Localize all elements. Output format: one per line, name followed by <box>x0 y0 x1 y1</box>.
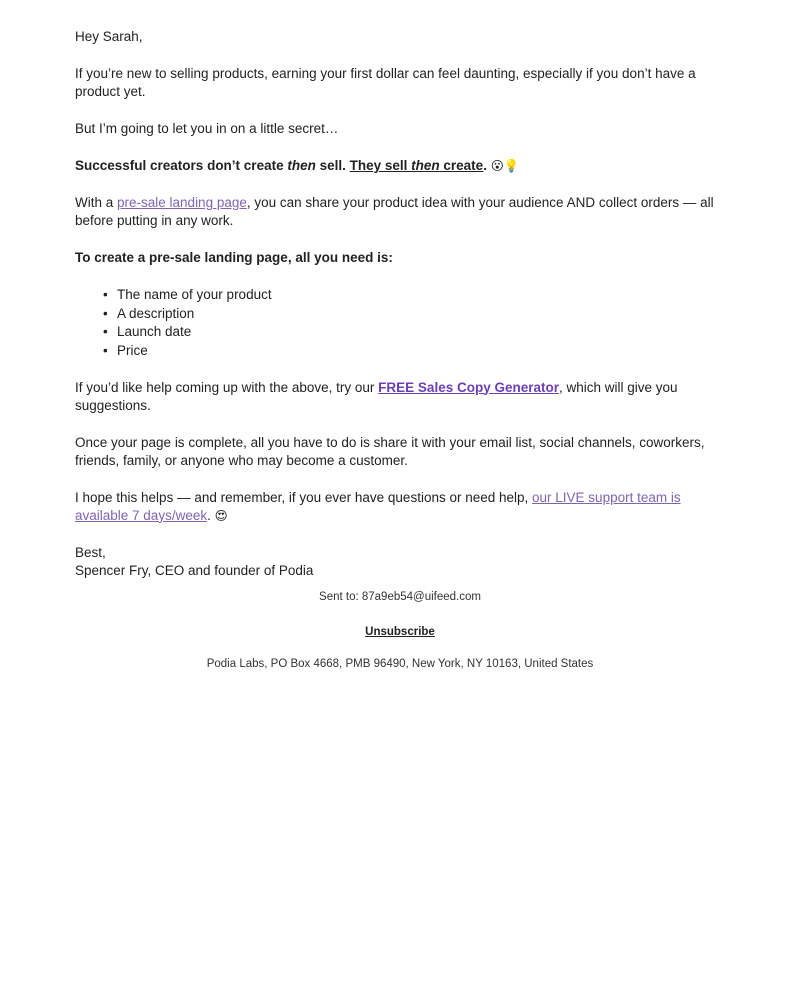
share-paragraph: Once your page is complete, all you have to do is share it with your email list, social channels, coworkers, friends, family, or anyone who may become a customer. <box>75 434 705 468</box>
list-item: • Price <box>117 342 725 360</box>
unsubscribe-link[interactable]: Unsubscribe <box>365 626 435 638</box>
heart-eyes-emoji-icon: 😍 <box>214 507 228 523</box>
support-paragraph <box>75 489 725 525</box>
hook-period: . <box>483 158 487 173</box>
hook-part1: Successful creators don’t create <box>75 158 288 173</box>
hook-underlined-tail: create <box>439 158 484 173</box>
presale-tail: , you can share your product idea with your audience AND collect orders — all before putting in any work. <box>75 195 714 228</box>
hook-italic-then-1: then <box>287 158 316 173</box>
signoff-line: Best, <box>75 544 106 560</box>
live-support-team-link[interactable]: our LIVE support team is available 7 days/week <box>75 489 681 523</box>
presale-lead: With a <box>75 195 118 210</box>
checklist-list <box>75 286 725 360</box>
hook-underlined-lead: They sell <box>349 158 412 173</box>
hook-part2: sell. <box>315 158 350 173</box>
hook-underlined-phrase <box>350 158 484 173</box>
generator-paragraph <box>75 379 725 415</box>
support-lead: I hope this helps — and remember, if you ever have questions or need help, <box>75 489 533 505</box>
signature-line: Spencer Fry, CEO and founder of Podia <box>75 562 314 578</box>
greeting-paragraph: Hey Sarah, <box>75 29 143 44</box>
unsubscribe-row <box>0 622 800 640</box>
pre-sale-landing-page-link[interactable]: pre-sale landing page <box>117 195 247 210</box>
email-footer <box>0 590 800 672</box>
generator-tail: , which will give you suggestions. <box>75 379 678 413</box>
light-bulb-emoji-icon: 💡 <box>503 158 520 173</box>
secret-paragraph: But I’m going to let you in on a little secret… <box>75 121 339 136</box>
mailing-address-text: Podia Labs, PO Box 4668, PMB 96490, New York, NY 10163, United States <box>206 658 594 670</box>
open-mouth-face-emoji-icon: 😮 <box>490 158 504 173</box>
list-item: • Launch date <box>117 323 725 341</box>
generator-lead: If you’d like help coming up with the above, try our <box>75 379 379 395</box>
intro-paragraph: If you’re new to selling products, earning your first dollar can feel daunting, especially if you don’t have a product yet. <box>75 66 696 99</box>
hook-italic-then-2: then <box>411 158 440 173</box>
email-body <box>75 28 725 580</box>
checklist-heading: To create a pre-sale landing page, all you need is: <box>75 250 393 265</box>
sent-to-text: Sent to: 87a9eb54@uifeed.com <box>319 591 481 603</box>
list-item: • The name of your product <box>117 286 725 304</box>
support-tail: . <box>207 507 211 523</box>
list-item: • A description <box>117 305 725 323</box>
hook-paragraph <box>75 157 725 175</box>
free-sales-copy-generator-link[interactable]: FREE Sales Copy Generator <box>378 379 559 395</box>
presale-paragraph <box>75 194 725 230</box>
